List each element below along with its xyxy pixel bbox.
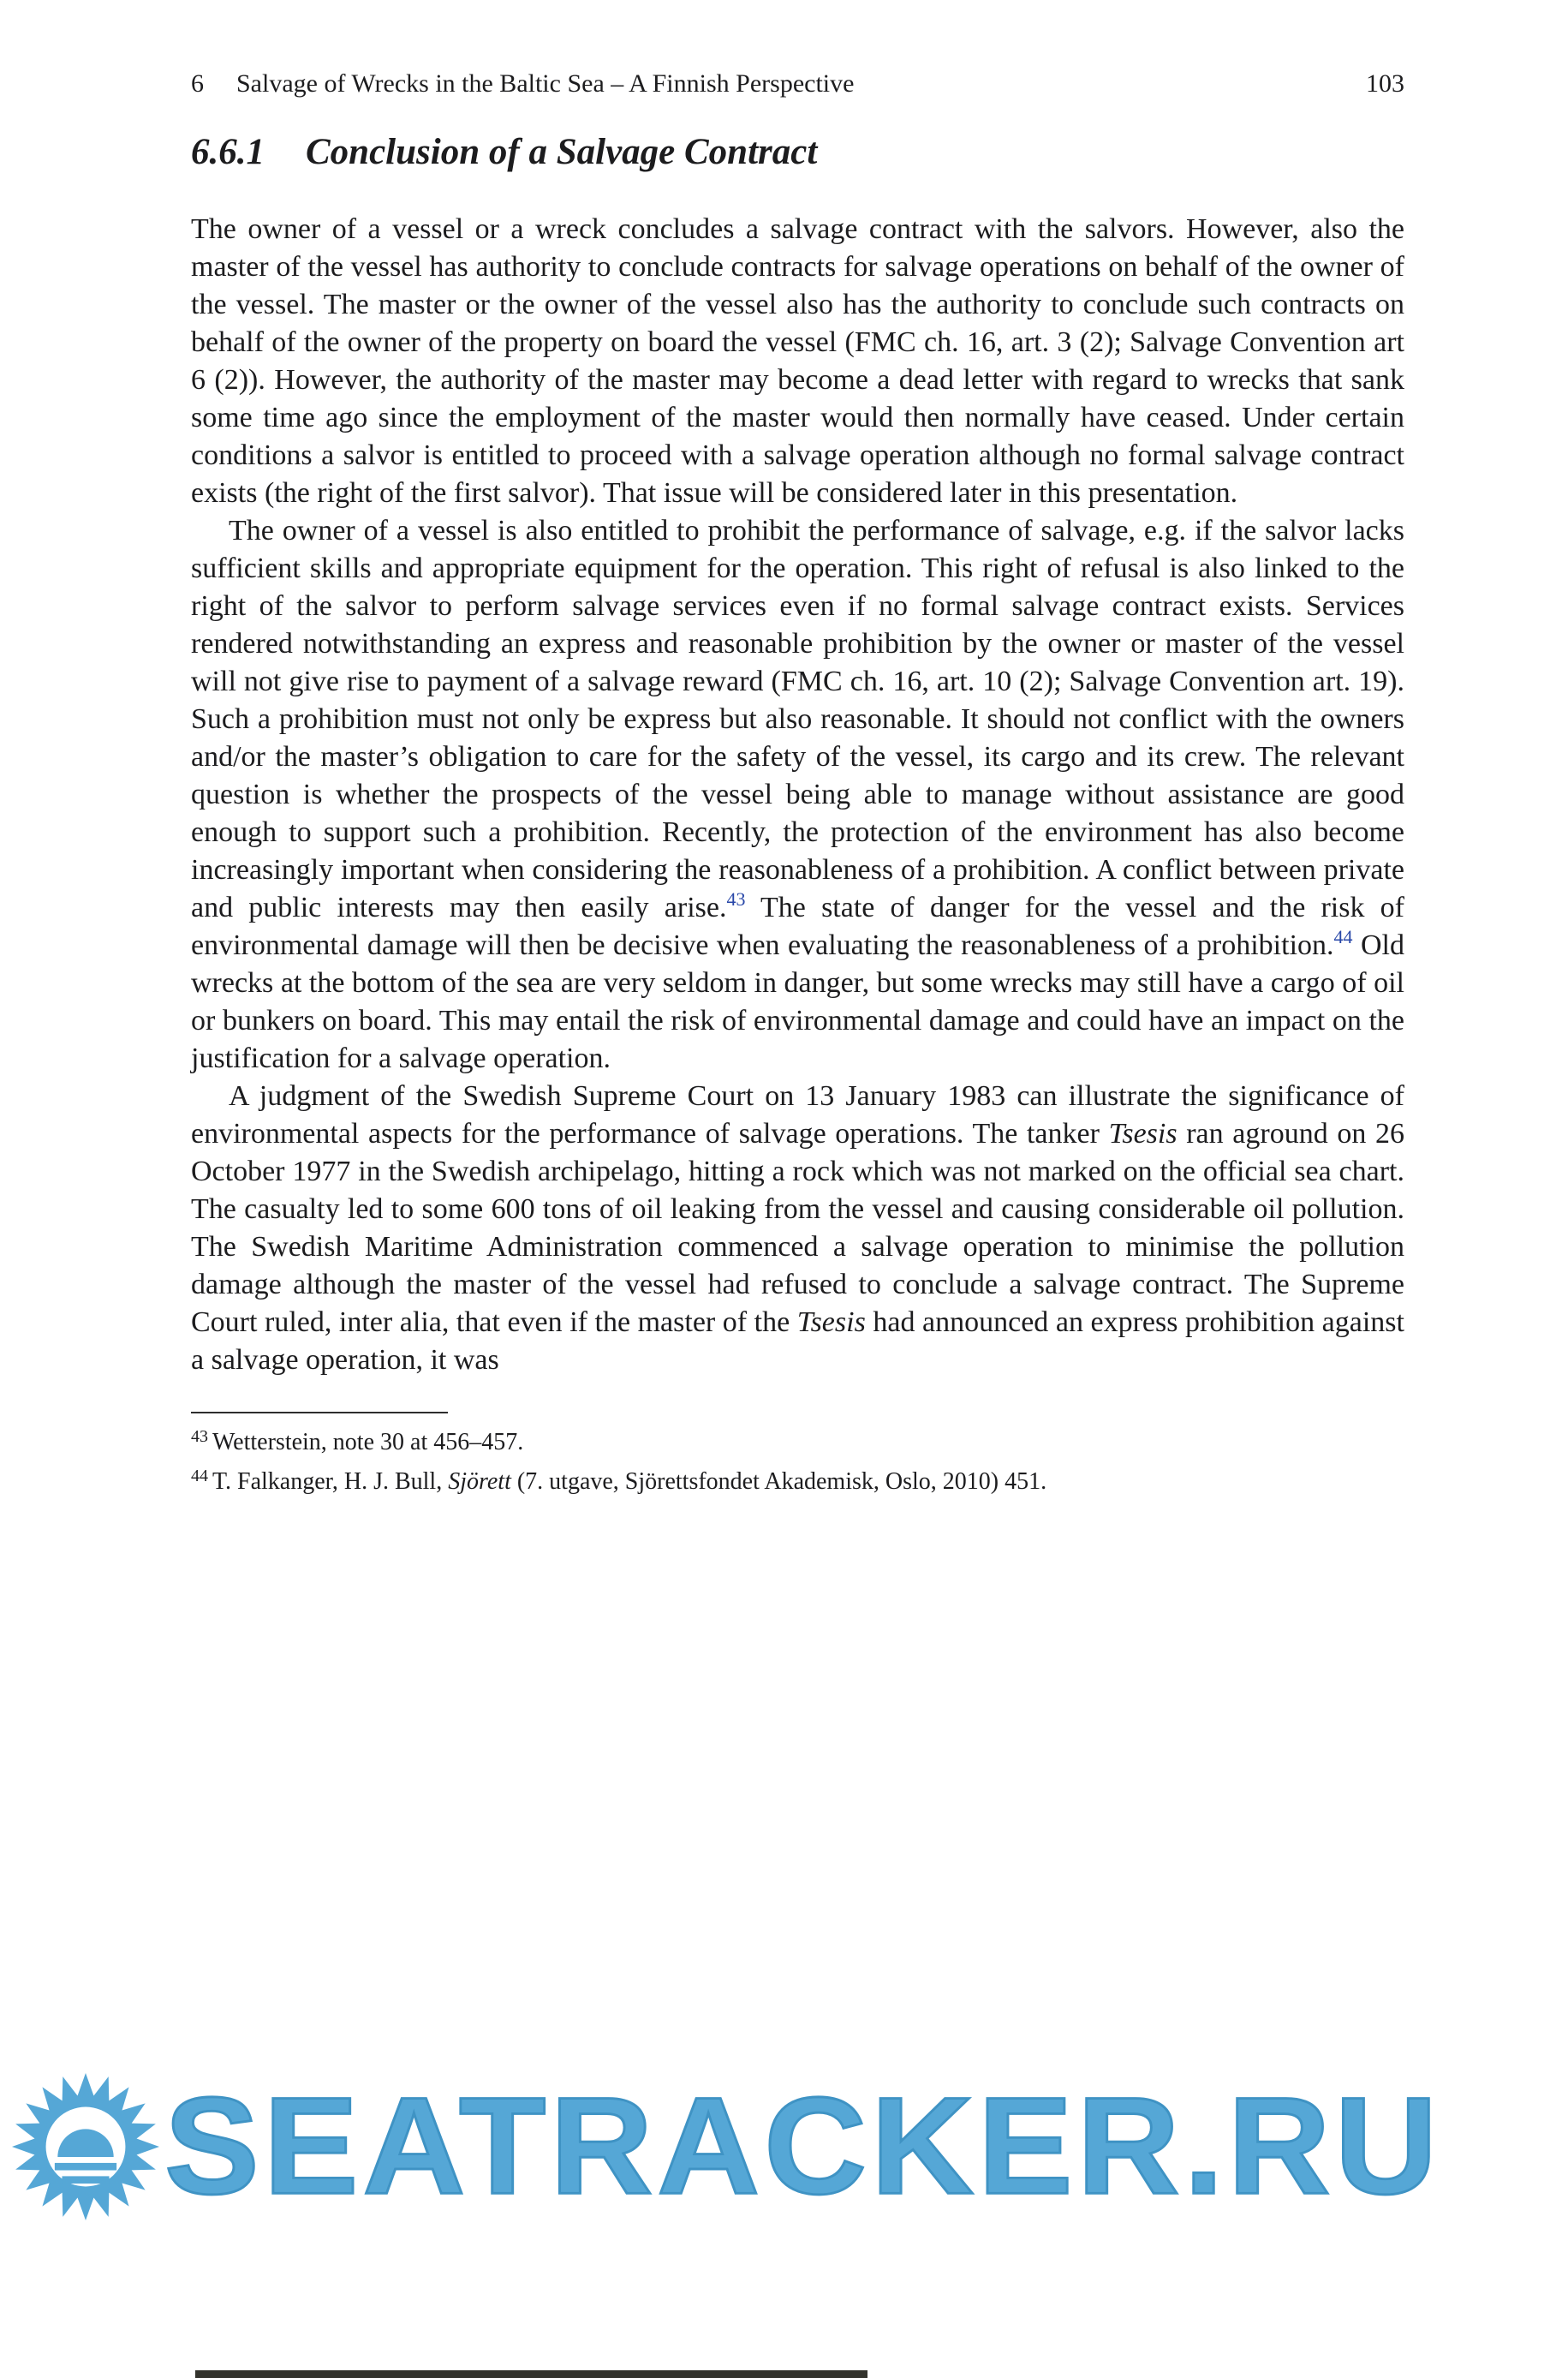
footnote-separator-rule [191, 1412, 448, 1413]
running-header-left [191, 69, 854, 99]
text-run: Wetterstein, note 30 at 456–457. [212, 1429, 524, 1455]
italic-text: Tsesis [796, 1306, 866, 1338]
footnote-marker-43: 43 [191, 1427, 208, 1446]
watermark [12, 2069, 1560, 2224]
running-title: Salvage of Wrecks in the Baltic Sea – A Finnish Perspective [236, 69, 855, 98]
footnote-ref-44[interactable]: 44 [1333, 926, 1353, 947]
text-run: ran aground on 26 October 1977 in the Swedish archipelago, hitting a rock which was not marked on the official sea chart. The casualty led to some 600 tons of oil leaking from the vessel and causing considerable oil pollution. The Swedish Maritime Administration commenced a salvage operation to minimise the pollution damage although the master of the vessel had refused to conclude a salvage contract. The Supreme Court ruled, inter alia, that even if the master of the [191, 1118, 1404, 1338]
text-run: The owner of a vessel is also entitled to prohibit the performance of salvage, e.g. if the salvor lacks sufficient skills and appropriate equipment for the operation. This right of refusal is also linked to the right of the salvor to perform salvage services even if no formal salvage contract exists. Services rendered notwithstanding an express and reasonable prohibition by the owner or master of the vessel will not give rise to payment of a salvage reward (FMC ch. 16, art. 10 (2); Salvage Convention art. 19). Such a prohibition must not only be express but also reasonable. It should not conflict with the owners and/or the master’s obligation to care for the safety of the vessel, its cargo and its crew. The relevant question is whether the prospects of the vessel being able to manage without assistance are good enough to support such a prohibition. Recently, the protection of the environment has also become increasingly important when considering the reasonableness of a prohibition. A conflict between private and public interests may then easily arise. [191, 515, 1404, 923]
page-number: 103 [1366, 69, 1404, 98]
italic-text: Tsesis [1108, 1118, 1177, 1150]
section-title: Conclusion of a Salvage Contract [306, 132, 818, 172]
body-text [191, 211, 1404, 1379]
footnote-ref-43[interactable]: 43 [726, 888, 746, 910]
text-run: The owner of a vessel or a wreck concludes a salvage contract with the salvors. However, also the master of the vessel has authority to conclude contracts for salvage operations on behalf of the owner of the vessel. The master or the owner of the vessel also has the authority to conclude such contracts on behalf of the owner of the property on board the vessel (FMC ch. 16, art. 3 (2); Salvage Convention art 6 (2)). However, the authority of the master may become a dead letter with regard to wrecks that sank some time ago since the employment of the master would then normally have ceased. Under certain conditions a salvor is entitled to proceed with a salvage operation although no formal salvage contract exists (the right of the first salvor). That issue will be considered later in this presentation. [191, 213, 1404, 509]
text-run: A judgment of the Swedish Supreme Court on 13 January 1983 can illustrate the significance of environmental aspects for the performance of salvage operations. The tanker [191, 1080, 1404, 1150]
footnotes-section [191, 1412, 1404, 1497]
running-header [191, 0, 1404, 99]
italic-text: Sjörett [448, 1468, 511, 1495]
text-run: The state of danger for the vessel and the risk of environmental damage will then be decisive when evaluating the reasonableness of a prohibition. [191, 892, 1404, 961]
text-run: (7. utgave, Sjörettsfondet Akademisk, Oslo, 2010) 451. [510, 1468, 1047, 1495]
footnote-marker-44: 44 [191, 1467, 208, 1485]
text-run: had announced an express prohibition against a salvage operation, it was [191, 1306, 1404, 1376]
paragraph-1 [191, 211, 1404, 512]
paragraph-3 [191, 1078, 1404, 1379]
footnote-44 [191, 1467, 1404, 1497]
watermark-text: SEATRACKER.RU [164, 2069, 1442, 2224]
section-number: 6.6.1 [191, 132, 265, 172]
scan-edge-artifact [195, 2370, 867, 2378]
sun-icon [12, 2073, 159, 2220]
text-run: T. Falkanger, H. J. Bull, [212, 1468, 449, 1495]
footnote-list [191, 1427, 1404, 1497]
paragraph-2 [191, 512, 1404, 1078]
section-heading [191, 130, 1404, 175]
footnote-43 [191, 1427, 1404, 1458]
text-run: Old wrecks at the bottom of the sea are very seldom in danger, but some wrecks may still have a cargo of oil or bunkers on board. This may entail the risk of environmental damage and could have an impact on the justification for a salvage operation. [191, 929, 1404, 1074]
chapter-number: 6 [191, 69, 204, 98]
